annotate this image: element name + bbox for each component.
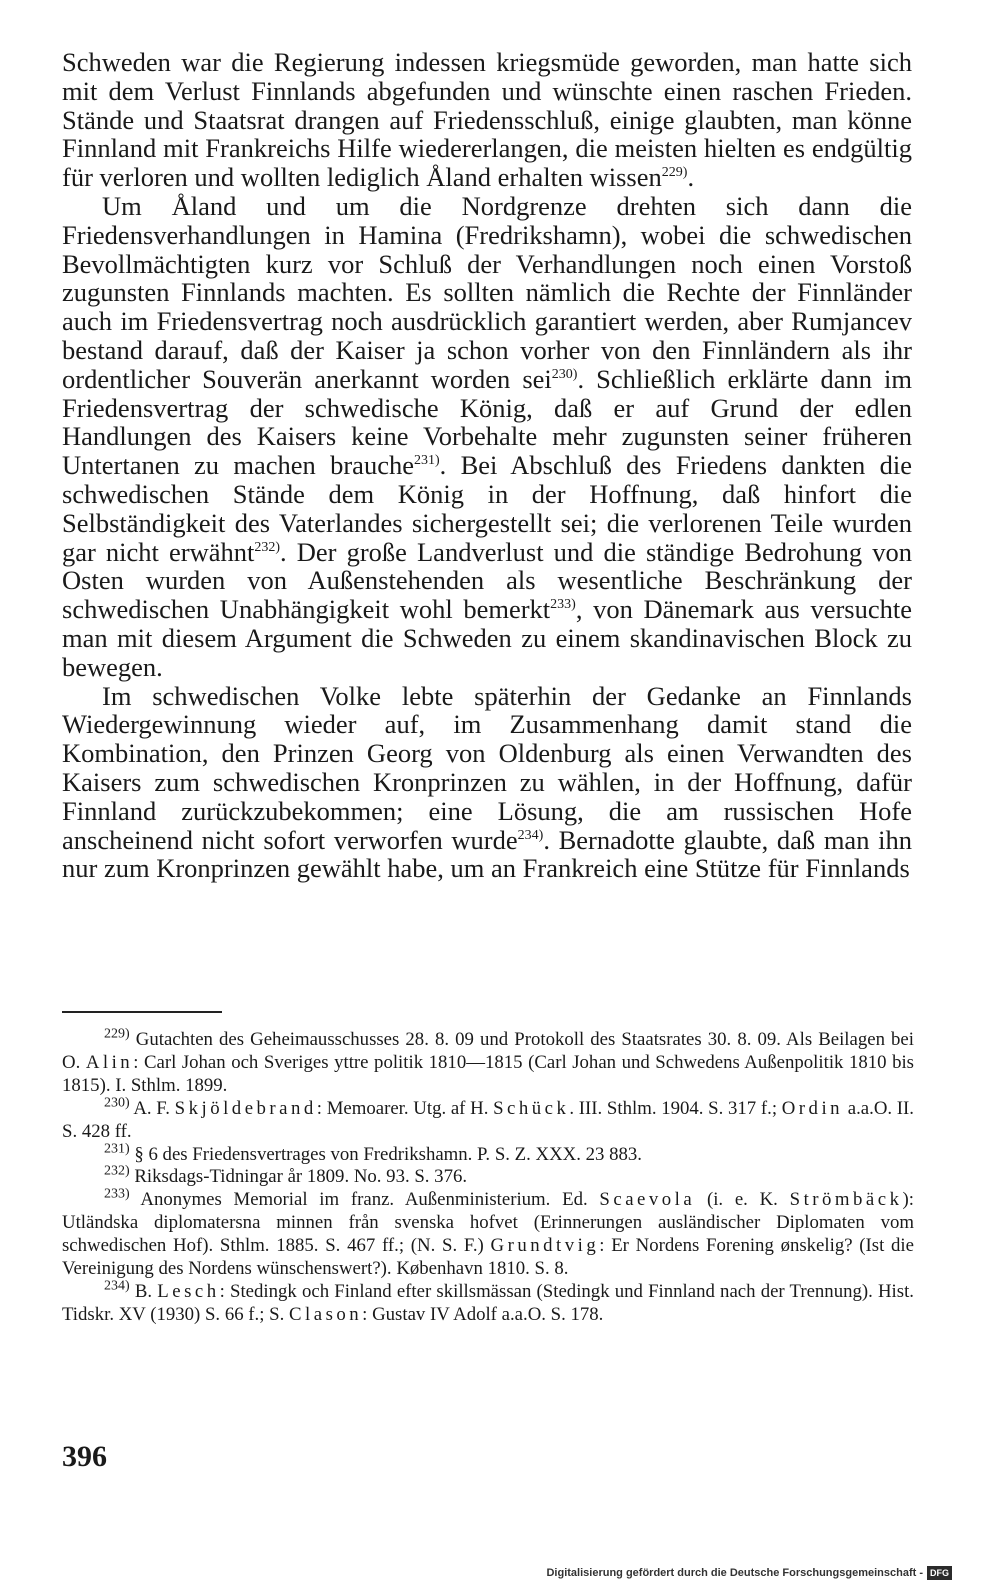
footnote-text: ): Utländska diplomatersna minnen från svenska hofvet (Erinnerungen ausländischer Diplomaten vom schwedischen Hof). Sthlm. 1885. S. 467 ff.; (N. S. F.): [62, 1189, 914, 1257]
footnote-number: 229): [104, 1026, 130, 1042]
footnote-text: (i. e. K.: [695, 1189, 790, 1211]
footnote-text: : Er Nordens Forening ønskelig? (Ist die Vereinigung des Nordens wünschenswert?). København 1810. S. 8.: [62, 1235, 914, 1280]
paragraph-text: . Bei Abschluß des Friedens dankten die schwedischen Stände dem König in der Hoffnung, daß hinfort die Selbständigkeit des Vaterlandes sichergestellt sei; die verlorenen Teile wurden gar nicht erwähnt: [62, 450, 912, 567]
footnote-author: Skjöldebrand: [174, 1097, 317, 1119]
footnote-author: Grundtvig: [490, 1235, 600, 1257]
footnote-text: Gutachten des Geheimausschusses 28. 8. 09 und Protokoll des Staatsrates 30. 8. 09. Als Beilagen bei O.: [62, 1029, 914, 1073]
footnote-233: [62, 1189, 914, 1281]
footnote-text: Anonymes Memorial im franz. Außenministerium. Ed.: [140, 1189, 600, 1211]
paragraph-text: Schweden war die Regierung indessen kriegsmüde geworden, man hatte sich mit dem Verlust Finnlands abgefunden und wünschte einen raschen Frieden. Stände und Staatsrat drangen auf Friedensschluß, einige glaubten, man könne Finnland mit Frankreichs Hilfe wiedererlangen, die meisten hielten es endgültig für verloren und wollten lediglich Åland erhalten wissen: [62, 47, 912, 193]
footnote-text: : Memoarer. Utg. af H.: [316, 1097, 494, 1119]
footnote-230: [62, 1095, 914, 1144]
footnote-ref-233: 233): [550, 597, 576, 613]
digitization-credit: [546, 1566, 952, 1580]
footnotes: [62, 1026, 914, 1327]
footnote-text: : Carl Johan och Sveriges yttre politik 1810—1815 (Carl Johan und Schwedens Außenpolitik 1810 bis 1815). I. Sthlm. 1899.: [62, 1051, 914, 1096]
footnote-number: 231): [104, 1141, 130, 1157]
footnote-author: Schück: [493, 1097, 570, 1119]
paragraph-3: [62, 682, 912, 884]
paragraph-2: [62, 192, 912, 682]
footnote-229: [62, 1026, 914, 1098]
paragraph-1: [62, 48, 912, 192]
paragraph-text: .: [687, 162, 695, 193]
credit-text: Digitalisierung gefördert durch die Deutsche Forschungsgemeinschaft -: [546, 1567, 923, 1579]
paragraph-text: Um Åland und um die Nordgrenze drehten sich dann die Friedensverhandlungen in Hamina (Fredrikshamn), wobei die schwedischen Bevollmächtigten kurz vor Schluß der Verhandlungen noch einen Vorstoß zugunsten Finnlands machten. Es sollten nämlich die Rechte der Finnländer auch im Friedensvertrag noch ausdrücklich garantiert werden, aber Rumjancev bestand darauf, daß der Kaiser ja schon vorher von den Finnländern als ihr ordentlicher Souverän anerkannt worden sei: [62, 190, 912, 394]
footnote-ref-231: 231): [413, 453, 440, 469]
footnote-number: 232): [104, 1164, 130, 1180]
footnote-number: 234): [104, 1278, 130, 1294]
footnote-author: Lesch: [157, 1280, 220, 1302]
footnote-author: Strömbäck: [789, 1189, 903, 1211]
footnote-231: [62, 1141, 914, 1167]
paragraph-text: , von Dänemark aus versuchte man mit diesem Argument die Schweden zu einem skandinavischen Block zu bewegen.: [62, 594, 912, 682]
footnote-ref-229: 229): [661, 165, 688, 181]
footnote-text: Riksdags-Tidningar år 1809. No. 93. S. 376.: [134, 1166, 468, 1188]
footnote-number: 233): [104, 1187, 130, 1203]
paragraph-text: Im schwedischen Volke lebte späterhin der Gedanke an Finnlands Wiedergewinnung wieder auf, im Zusammenhang damit stand die Kombination, den Prinzen Georg von Oldenburg als einen Verwandten des Kaisers zum schwedischen Kronprinzen zu wählen, in der Hoffnung, dafür Finnland zurückzubekommen; eine Lösung, die am russischen Hofe anscheinend nicht sofort verworfen wurde: [62, 680, 912, 855]
footnote-ref-234: 234): [517, 827, 544, 843]
paragraph-text: . Schließlich erklärte dann im Friedensvertrag der schwedische König, daß er auf Grund der edlen Handlungen des Kaisers keine Vorbehalte mehr zugunsten seiner früheren Untertanen zu machen brauche: [62, 363, 913, 481]
footnote-author: Alin: [85, 1051, 134, 1073]
footnote-text: . III. Sthlm. 1904. S. 317 f.;: [569, 1097, 782, 1119]
paragraph-text: . Der große Landverlust und die ständige Bedrohung von Osten wurden von Außenstehenden als wesentliche Beschränkung der schwedischen Unabhängigkeit wohl bemerkt: [62, 536, 912, 625]
footnote-text: § 6 des Friedensvertrages von Fredrikshamn. P. S. Z. XXX. 23 883.: [134, 1143, 642, 1165]
footnote-text: : Gustav IV Adolf a.a.O. S. 178.: [362, 1303, 604, 1325]
footnote-text: a.a.O. II. S. 428 ff.: [62, 1097, 914, 1142]
footnote-text: : Stedingk och Finland efter skillsmässan (Stedingk und Finnland nach der Trennung). Hist. Tidskr. XV (1930) S. 66 f.; S.: [62, 1280, 914, 1325]
main-text: [62, 48, 912, 883]
footnote-232: [62, 1166, 914, 1189]
footnote-ref-232: 232): [254, 539, 281, 555]
footnote-text: A. F.: [133, 1097, 175, 1119]
footnote-divider: [62, 1011, 222, 1013]
footnote-author: Clason: [289, 1303, 363, 1325]
footnote-ref-230: 230): [551, 366, 578, 382]
footnote-author: Ordin: [781, 1097, 844, 1119]
footnote-234: [62, 1278, 914, 1327]
paragraph-text: . Bernadotte glaubte, daß man ihn nur zum Kronprinzen gewählt habe, um an Frankreich eine Stütze für Finnlands: [62, 824, 912, 884]
page-number: 396: [62, 1440, 107, 1473]
dfg-logo: DFG: [927, 1566, 952, 1580]
footnote-author: Scaevola: [599, 1189, 696, 1211]
footnote-text: B.: [134, 1280, 158, 1302]
footnote-number: 230): [104, 1095, 130, 1111]
